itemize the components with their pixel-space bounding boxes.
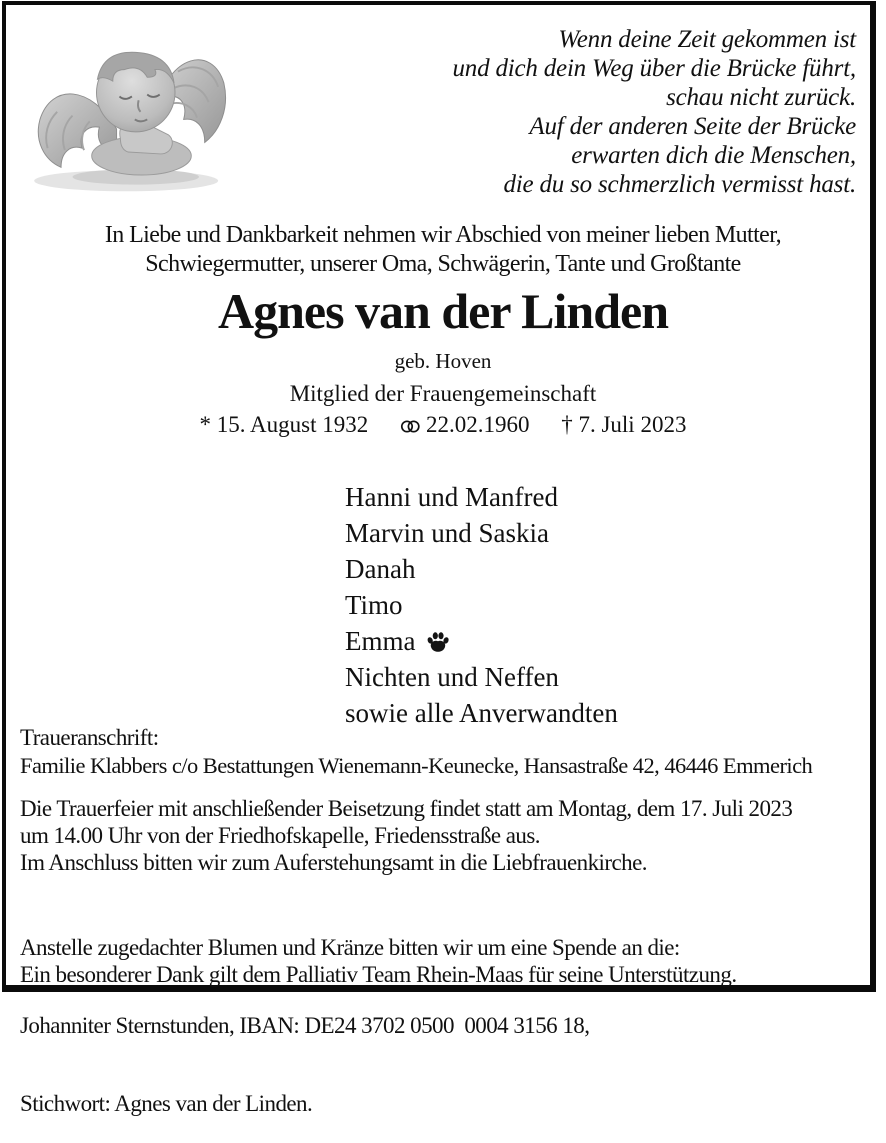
poem-line: und dich dein Weg über die Brücke führt, — [452, 55, 856, 82]
mourner-name: Hanni und Manfred — [345, 482, 558, 512]
maiden-name: geb. Hoven — [394, 349, 492, 373]
donation-line: Anstelle zugedachter Blumen und Kränze bitten wir um eine Spende an die: — [20, 935, 680, 960]
paw-icon — [426, 631, 450, 653]
service-line: Im Anschluss bitten wir zum Auferstehungsamt in die Liebfrauenkirche. — [20, 850, 647, 875]
mourner-name: Emma — [345, 623, 618, 659]
service-line: Die Trauerfeier mit anschließender Beisetzung findet statt am Montag, dem 17. Juli 2023 — [20, 796, 793, 821]
mourner-name: Danah — [345, 554, 416, 584]
poem — [453, 25, 857, 199]
mourning-address-label: Traueranschrift: — [20, 725, 159, 750]
membership-line: Mitglied der Frauengemeinschaft — [289, 381, 597, 406]
donation-line: Stichwort: Agnes van der Linden. — [20, 1091, 313, 1116]
angel-figurine-image — [24, 16, 236, 198]
poem-line: erwarten dich die Menschen, — [571, 142, 856, 169]
service-line: um 14.00 Uhr von der Friedhofskapelle, Friedensstraße aus. — [20, 823, 540, 848]
birth-date: * 15. August 1932 — [199, 412, 369, 437]
mourner-name: Marvin und Saskia — [345, 518, 549, 548]
poem-line: die du so schmerzlich vermisst hast. — [503, 171, 856, 198]
poem-line: Wenn deine Zeit gekommen ist — [558, 26, 856, 53]
poem-line: Auf der anderen Seite der Brücke — [529, 113, 856, 140]
death-date: † 7. Juli 2023 — [561, 412, 687, 437]
deceased-name: Agnes van der Linden — [217, 283, 669, 339]
thanks-line: Ein besonderer Dank gilt dem Palliativ Team Rhein-Maas für seine Unterstützung. — [20, 962, 737, 987]
life-dates — [0, 412, 886, 438]
service-info — [20, 795, 868, 876]
mourner-name: sowie alle Anverwandten — [345, 698, 618, 728]
marriage-date: 22.02.1960 — [400, 412, 530, 437]
intro-line: In Liebe und Dankbarkeit nehmen wir Abschied von meiner lieben Mutter, — [104, 222, 782, 248]
donation-info — [20, 883, 868, 1143]
mourner-name: Timo — [345, 590, 403, 620]
mourning-address: Familie Klabbers c/o Bestattungen Wienemann-Keunecke, Hansastraße 42, 46446 Emmerich — [20, 753, 813, 778]
donation-line: Johanniter Sternstunden, IBAN: DE24 3702 0500 0004 3156 18, — [20, 1013, 590, 1038]
mourners-list — [345, 479, 618, 731]
intro-line: Schwiegermutter, unserer Oma, Schwägerin, Tante und Großtante — [145, 251, 741, 277]
marriage-rings-icon — [400, 419, 421, 434]
poem-line: schau nicht zurück. — [666, 84, 856, 111]
intro — [0, 221, 886, 279]
mourner-name: Nichten und Neffen — [345, 662, 559, 692]
